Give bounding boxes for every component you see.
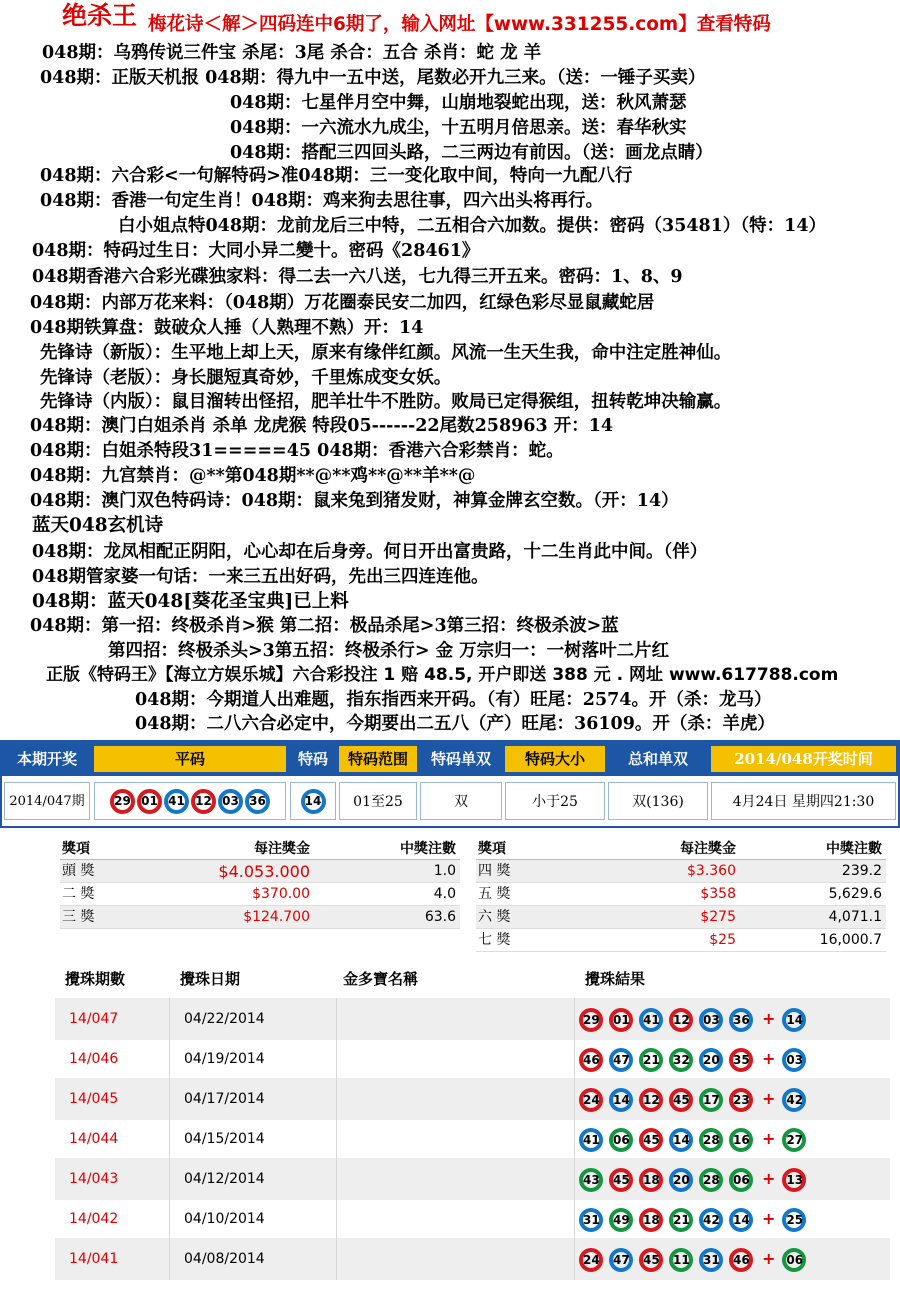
draw-result: [577, 1120, 887, 1158]
ball: 41: [579, 1128, 603, 1152]
draw-history-table: [55, 960, 890, 1288]
pool-name: [337, 1158, 575, 1200]
text-line: 048期：二八六合必定中，今期要出二五八（产）旺尾：36109。开（杀：羊虎）: [135, 714, 775, 734]
ball: 14: [609, 1088, 633, 1112]
table-row: [55, 1038, 890, 1080]
prize-row: [476, 883, 886, 906]
prize-row: [60, 883, 460, 906]
ball: 42: [699, 1208, 723, 1232]
header-cell: 总和单双: [608, 746, 708, 772]
prize-amount: $358: [700, 886, 736, 902]
text-line: 048期：澳门白姐杀肖 杀单 龙虎猴 特段05------22尾数258963 开：14: [30, 416, 614, 436]
ball: 43: [579, 1168, 603, 1192]
prize-amount: $275: [700, 909, 736, 925]
header-cell: 平码: [94, 746, 286, 772]
prize-amount: $4.053.000: [218, 862, 310, 881]
ball: 45: [639, 1128, 663, 1152]
text-line: 先锋诗（新版）：生平地上却上天，原来有缘伴红颜。风流一生天生我，命中注定胜神仙。: [40, 343, 732, 363]
prize-amount: $3.360: [687, 863, 736, 879]
pool-name: [337, 1038, 575, 1080]
advertisement[interactable]: [46, 664, 838, 686]
ball: 20: [699, 1048, 723, 1072]
prize-name: 頭 獎: [62, 863, 95, 879]
info-data-row: [2, 776, 898, 826]
ball: 45: [669, 1088, 693, 1112]
ball: 32: [669, 1048, 693, 1072]
ball: 21: [639, 1048, 663, 1072]
text-line: 048期：蓝天048[葵花圣宝典]已上料: [32, 591, 349, 612]
draw-result: [577, 1200, 887, 1238]
ad-text: 【海立方娱乐城】六合彩投注 1 赔 48.5, 开户即送 388 元 . 网址 www.617788.com: [165, 665, 839, 685]
ball: 18: [639, 1208, 663, 1232]
sum-cell: 双(136): [608, 782, 708, 820]
pool-name: [337, 1118, 575, 1160]
prize-header: [60, 838, 460, 860]
plus-sign: +: [762, 1209, 776, 1228]
prize-amount: $25: [709, 932, 736, 948]
pool-name: [337, 1198, 575, 1240]
draw-date: 04/19/2014: [170, 1038, 337, 1080]
ball: 46: [729, 1248, 753, 1272]
plus-sign: +: [762, 1249, 776, 1268]
prize-row: [60, 860, 460, 883]
ball: 12: [639, 1088, 663, 1112]
special-ball: 03: [782, 1048, 806, 1072]
header-cell: 特码大小: [505, 746, 605, 772]
draw-date: 04/22/2014: [170, 998, 337, 1040]
special-ball: 14: [782, 1008, 806, 1032]
text-line: 048期：九宫禁肖：@**第048期**@**鸡**@**羊**@: [30, 466, 476, 486]
header-cell: 特码范围: [339, 746, 417, 772]
period-cell: 2014/047期: [4, 782, 90, 820]
ball: 01: [137, 789, 162, 814]
draw-result: [577, 1240, 887, 1278]
special-ball: 13: [782, 1168, 806, 1192]
prize-count: 16,000.7: [819, 932, 882, 948]
table-row: [55, 1078, 890, 1120]
draw-result: [577, 1040, 887, 1078]
history-col-header: 攪珠結果: [585, 970, 646, 988]
time-cell: 4月24日 星期四21:30: [711, 782, 896, 820]
text-line: 048期：六合彩<一句解特码>准048期：三一变化取中间，特向一九配八行: [40, 166, 633, 186]
text-line: 048期：第一招：终极杀肖>猴 第二招：极品杀尾>3第三招：终极杀波>蓝: [30, 616, 619, 636]
draw-id[interactable]: 14/041: [55, 1238, 170, 1280]
ball: 46: [579, 1048, 603, 1072]
prize-count: 4,071.1: [828, 909, 882, 925]
ball: 24: [579, 1248, 603, 1272]
size-cell: 小于25: [505, 782, 605, 820]
text-line: 048期：龙凤相配正阴阳，心心却在后身旁。何日开出富贵路，十二生肖此中间。（伴）: [32, 542, 708, 562]
table-row: [55, 1198, 890, 1240]
prize-amount: $124.700: [243, 909, 310, 925]
draw-id[interactable]: 14/047: [55, 998, 170, 1040]
ball: 31: [699, 1248, 723, 1272]
draw-id[interactable]: 14/045: [55, 1078, 170, 1120]
prize-name: 五 獎: [478, 886, 511, 902]
prize-col-header: 獎項: [62, 841, 90, 857]
table-row: [55, 1158, 890, 1200]
draw-result: [577, 1000, 887, 1038]
ball: 36: [245, 789, 270, 814]
text-line: 048期：澳门双色特码诗：048期：鼠来兔到猪发财，神算金牌玄空数。（开：14）: [30, 491, 679, 511]
plus-sign: +: [762, 1129, 776, 1148]
prize-name: 四 獎: [478, 863, 511, 879]
text-line: 048期管家婆一句话：一来三五出好码，先出三四连连他。: [32, 567, 489, 587]
ball: 31: [579, 1208, 603, 1232]
special-ball: 06: [782, 1248, 806, 1272]
ball: 16: [729, 1128, 753, 1152]
history-col-header: 金多寶名稱: [343, 970, 419, 988]
prize-name: 六 獎: [478, 909, 511, 925]
ball: 21: [669, 1208, 693, 1232]
prize-table-left: [60, 838, 460, 929]
draw-id[interactable]: 14/046: [55, 1038, 170, 1080]
prize-count: 239.2: [841, 863, 882, 879]
prize-row: [476, 929, 886, 952]
draw-id[interactable]: 14/042: [55, 1198, 170, 1240]
ball: 03: [218, 789, 243, 814]
prize-row: [476, 860, 886, 883]
draw-date: 04/17/2014: [170, 1078, 337, 1120]
draw-info-table: [0, 740, 900, 828]
special-ball: 14: [301, 789, 326, 814]
text-line: 048期：特码过生日：大同小异二變十。密码《28461》: [32, 241, 480, 261]
header-cell: 特码: [290, 746, 336, 772]
pool-name: [337, 998, 575, 1040]
text-line: 048期：一六流水九成尘，十五明月倍思亲。送：春华秋实: [230, 118, 687, 138]
prize-header: [476, 838, 886, 860]
special-ball-cell: [290, 782, 336, 820]
draw-date: 04/10/2014: [170, 1198, 337, 1240]
plus-sign: +: [762, 1089, 776, 1108]
prize-count: 63.6: [424, 909, 456, 925]
ball: 06: [609, 1128, 633, 1152]
ball: 28: [699, 1168, 723, 1192]
prize-name: 三 獎: [62, 909, 95, 925]
draw-result: [577, 1080, 887, 1118]
table-row: [55, 998, 890, 1040]
ball: 14: [729, 1208, 753, 1232]
prize-table-right: [476, 838, 886, 952]
ball: 17: [699, 1088, 723, 1112]
prize-name: 二 獎: [62, 886, 95, 902]
text-line: 048期铁算盘：鼓破众人捶（人熟理不熟）开：14: [30, 318, 424, 338]
ball: 29: [579, 1008, 603, 1032]
ball: 11: [669, 1248, 693, 1272]
prize-name: 七 獎: [478, 932, 511, 948]
ball: 06: [729, 1168, 753, 1192]
history-col-header: 攪珠日期: [180, 970, 241, 988]
text-line: 白小姐点特048期：龙前龙后三中特，二五相合六加数。提供：密码（35481）（特：14）: [118, 216, 827, 236]
prize-col-header: 獎項: [478, 841, 506, 857]
prize-row: [476, 906, 886, 929]
special-ball: 27: [782, 1128, 806, 1152]
table-row: [55, 1118, 890, 1160]
header-cell: 2014/048开奖时间: [711, 746, 896, 772]
ball: 20: [669, 1168, 693, 1192]
prize-col-header: 中獎注數: [400, 841, 456, 857]
ball: 12: [669, 1008, 693, 1032]
ball: 45: [609, 1168, 633, 1192]
plus-sign: +: [762, 1169, 776, 1188]
prize-col-header: 中獎注數: [826, 841, 882, 857]
oddeven-cell: 双: [420, 782, 502, 820]
ball: 41: [164, 789, 189, 814]
brand-title: 绝杀王: [62, 1, 138, 30]
prize-amount: $370.00: [252, 886, 310, 902]
text-line: 048期：七星伴月空中舞，山崩地裂蛇出现，送：秋风萧瑟: [230, 93, 687, 113]
text-line: 048期：正版天机报 048期：得九中一五中送，尾数必开九三来。（送：一锤子买卖）: [40, 68, 706, 88]
ball: 47: [609, 1048, 633, 1072]
text-line: 第四招：终极杀头>3第五招：终极杀行> 金 万宗归一：一树落叶二片红: [108, 641, 670, 661]
text-line: 048期：香港一句定生肖！048期：鸡来狗去思往事，四六出头将再行。: [40, 191, 604, 211]
draw-id[interactable]: 14/044: [55, 1118, 170, 1160]
regular-balls: [94, 782, 286, 820]
draw-date: 04/15/2014: [170, 1118, 337, 1160]
ball: 23: [729, 1088, 753, 1112]
table-row: [55, 1238, 890, 1280]
text-line: 048期：乌鸦传说三件宝 杀尾：3尾 杀合：五合 杀肖：蛇 龙 羊: [42, 43, 542, 63]
special-ball: 25: [782, 1208, 806, 1232]
ball: 03: [699, 1008, 723, 1032]
prize-count: 5,629.6: [828, 886, 882, 902]
ball: 14: [669, 1128, 693, 1152]
text-line: 先锋诗（老版）：身长腿短真奇妙，千里炼成变女妖。: [40, 368, 452, 388]
ball: 49: [609, 1208, 633, 1232]
ball: 29: [110, 789, 135, 814]
history-col-header: 攪珠期數: [65, 970, 126, 988]
text-line: 048期：今期道人出难题，指东指西来开码。（有）旺尾：2574。开（杀：龙马）: [135, 690, 772, 710]
plus-sign: +: [762, 1009, 776, 1028]
range-cell: 01至25: [339, 782, 417, 820]
top-banner[interactable]: 梅花诗＜解＞四码连中6期了，输入网址【www.331255.com】查看特码: [148, 14, 771, 35]
prize-count: 1.0: [433, 863, 456, 879]
ball: 47: [609, 1248, 633, 1272]
prize-col-header: 每注獎金: [254, 841, 310, 857]
ball: 45: [639, 1248, 663, 1272]
draw-date: 04/08/2014: [170, 1238, 337, 1280]
info-header-row: [2, 742, 898, 776]
plus-sign: +: [762, 1049, 776, 1068]
header-cell: 本期开奖: [4, 746, 90, 772]
pool-name: [337, 1078, 575, 1120]
prize-row: [60, 906, 460, 929]
text-line: 048期：内部万花来料：（048期）万花圈泰民安二加四，红绿色彩尽显鼠藏蛇居: [30, 293, 655, 313]
ball: 36: [729, 1008, 753, 1032]
text-line: 先锋诗（内版）：鼠目溜转出怪招，肥羊壮牛不胜防。败局已定得猴组，扭转乾坤决输赢。: [40, 392, 732, 412]
draw-id[interactable]: 14/043: [55, 1158, 170, 1200]
prize-col-header: 每注獎金: [680, 841, 736, 857]
history-header: [55, 960, 890, 996]
draw-date: 04/12/2014: [170, 1158, 337, 1200]
ball: 35: [729, 1048, 753, 1072]
ball: 24: [579, 1088, 603, 1112]
pool-name: [337, 1238, 575, 1280]
text-line: 048期：搭配三四回头路，二三两边有前因。（送：画龙点睛）: [230, 143, 713, 163]
text-line: 048期：白姐杀特段31=====45 048期：香港六合彩禁肖：蛇。: [30, 441, 564, 461]
text-line: 048期香港六合彩光碟独家料：得二去一六八送，七九得三开五来。密码：1、8、9: [32, 267, 683, 287]
special-ball: 42: [782, 1088, 806, 1112]
ball: 18: [639, 1168, 663, 1192]
text-line: 蓝天048玄机诗: [32, 515, 164, 536]
ad-label: 正版《特码王》: [46, 665, 165, 685]
ball: 01: [609, 1008, 633, 1032]
header-cell: 特码单双: [420, 746, 502, 772]
ball: 41: [639, 1008, 663, 1032]
prize-count: 4.0: [433, 886, 456, 902]
ball: 28: [699, 1128, 723, 1152]
ball: 12: [191, 789, 216, 814]
draw-result: [577, 1160, 887, 1198]
prize-table: [60, 838, 890, 958]
